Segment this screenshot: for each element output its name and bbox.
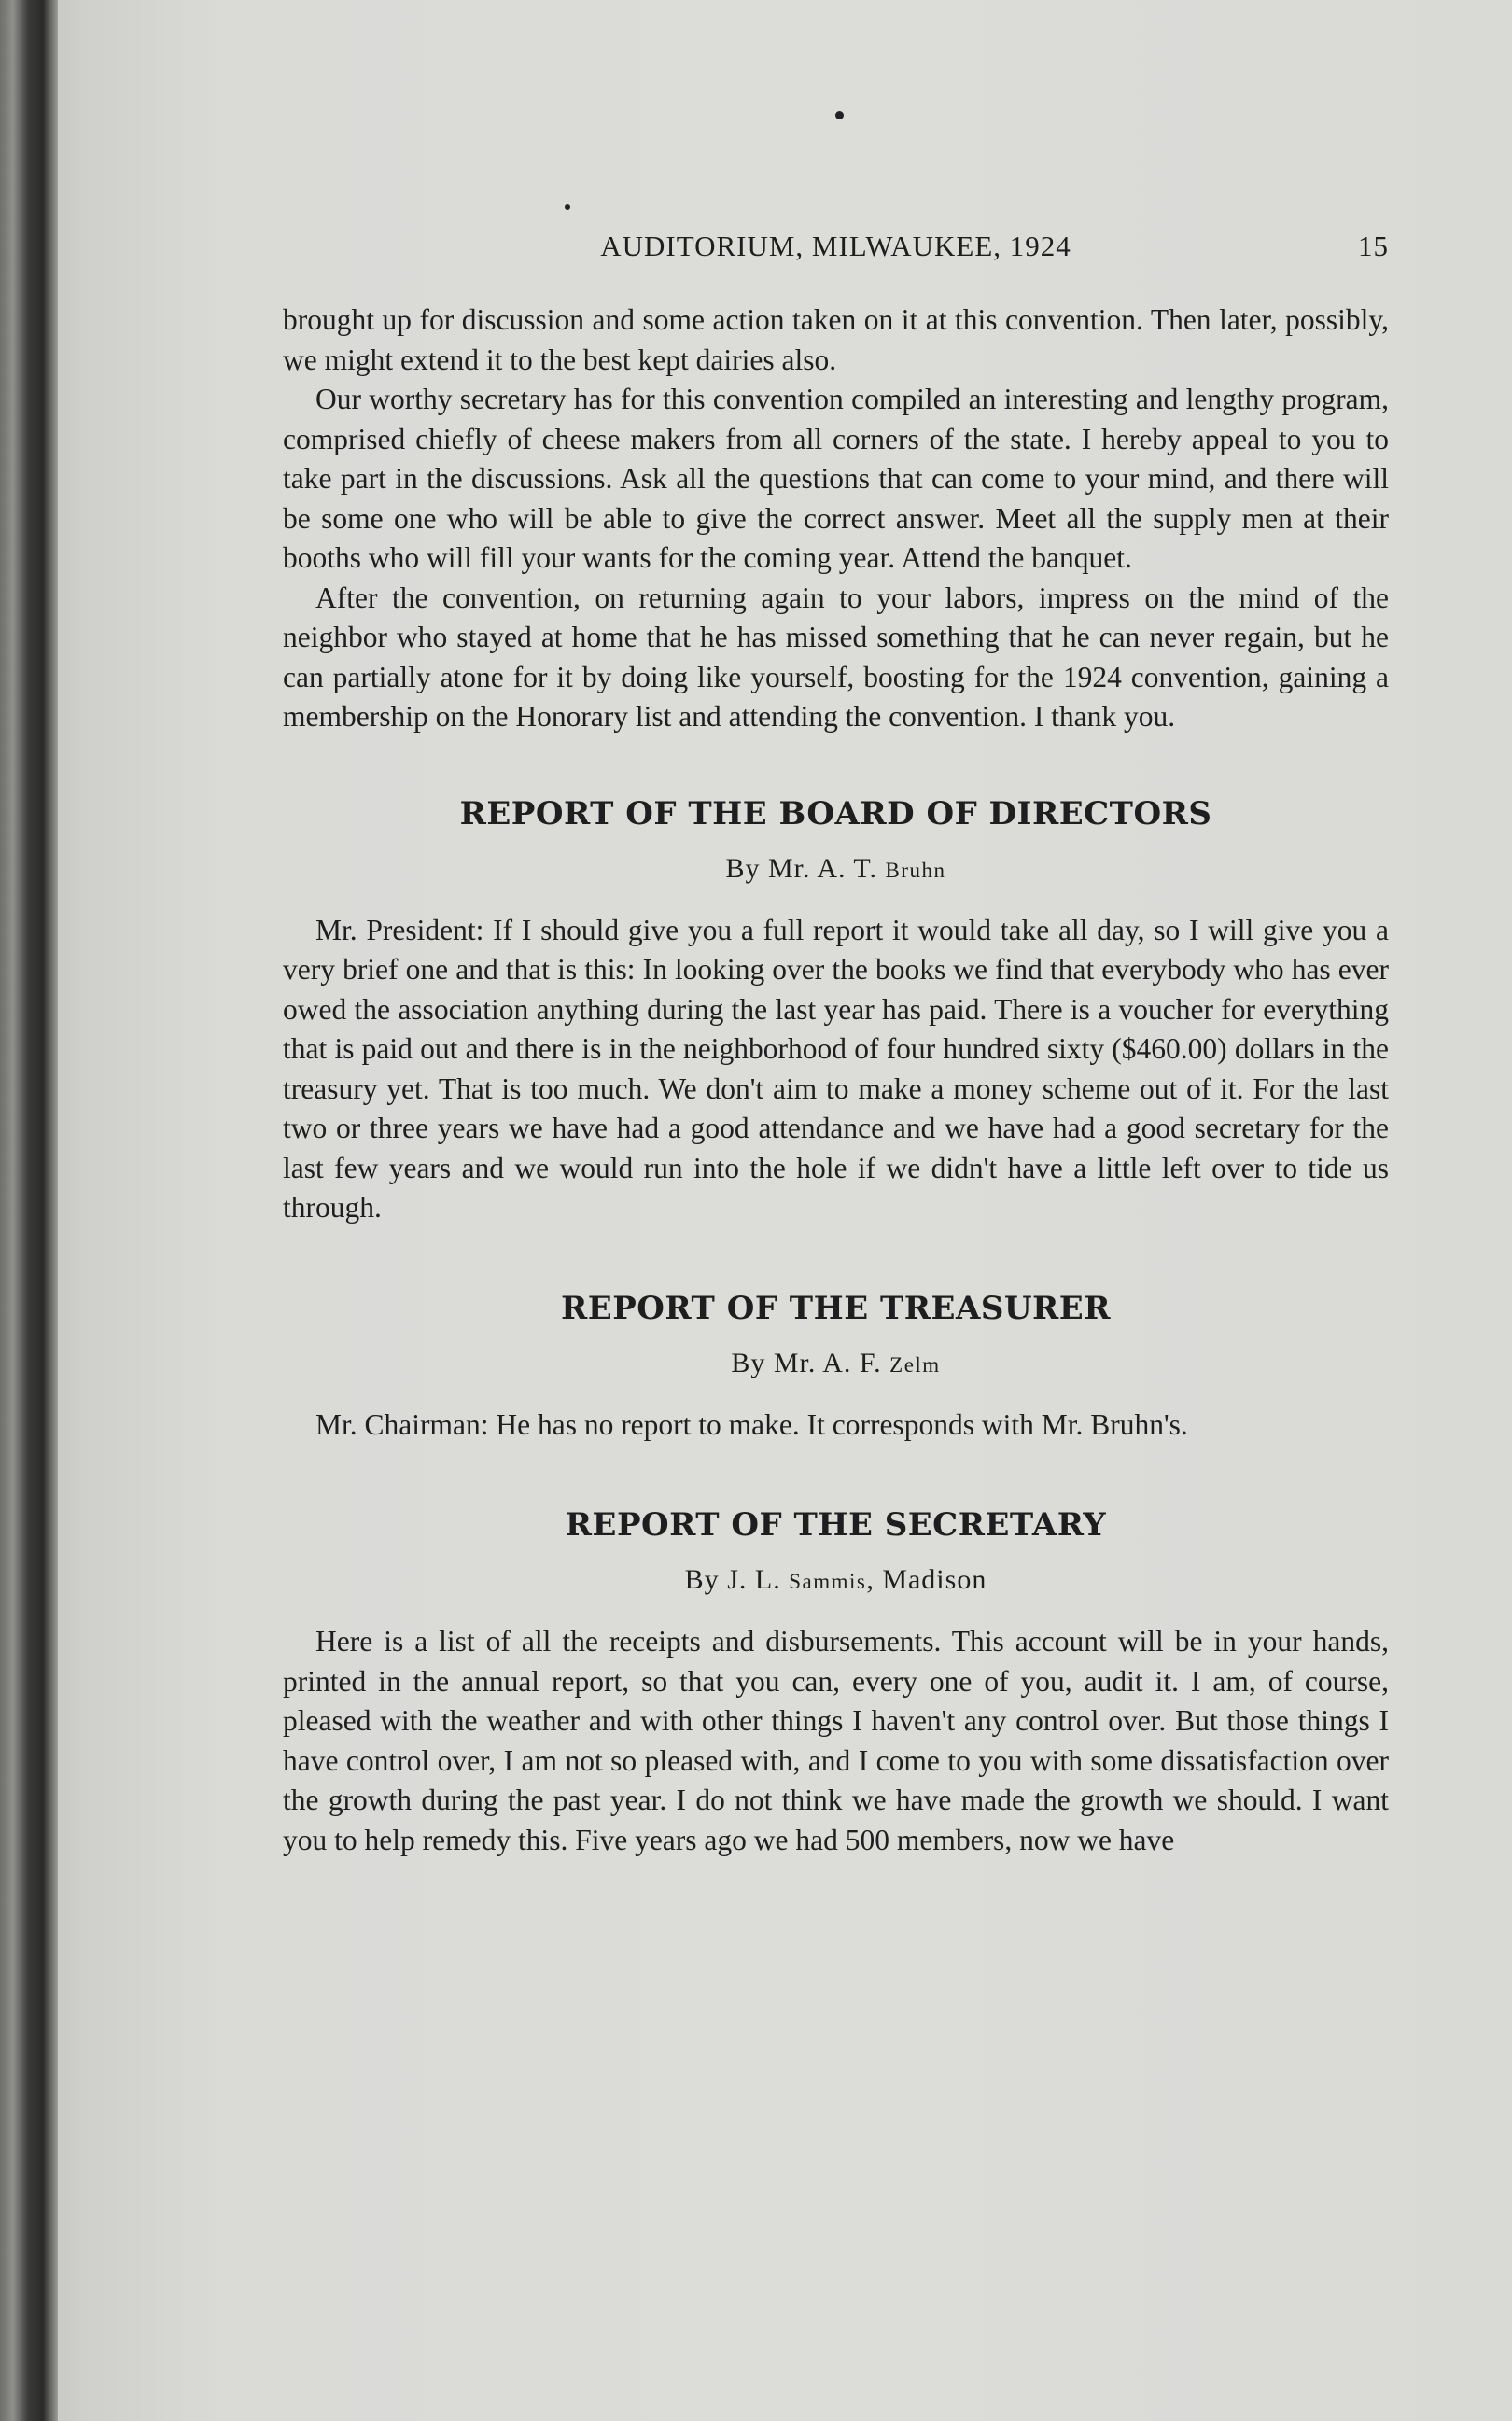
byline-suffix: , Madison <box>866 1564 987 1595</box>
byline-initials: J. L. <box>727 1564 790 1595</box>
book-binding-edge <box>0 0 58 2421</box>
byline-title: Mr. <box>767 852 811 884</box>
body-paragraph: Here is a list of all the receipts and disbursements. This account will be in your hands, printed in the annual report, so that you can, every one of you, audit it. I am, of course, pleased with the weather and with other things I haven't any control over. But those things I have control over, I am not so pleased with, and I come to you with some dissatisfaction over the growth during the past year. I do not think we have made the growth we should. I want you to help remedy this. Five years ago we had 500 members, now we have <box>283 1625 1389 1856</box>
byline-surname: Bruhn <box>885 858 946 882</box>
section-heading: REPORT OF THE BOARD OF DIRECTORS <box>459 794 1212 833</box>
ink-speck <box>835 111 844 119</box>
section-board-of-directors <box>283 795 1389 1228</box>
byline-surname: Zelm <box>889 1352 941 1377</box>
body-paragraph: After the convention, on returning again to your labors, impress on the mind of the neighbor who stayed at home that he has missed something that he can never regain, but he can partially atone for it by doing like yourself, boosting for the 1924 convention, gaining a membership on the Honorary list and attending the convention. I thank you. <box>283 581 1389 733</box>
byline-surname: Sammis <box>789 1570 867 1593</box>
byline-title: Mr. <box>773 1347 817 1378</box>
section-heading: REPORT OF THE SECRETARY <box>565 1506 1107 1544</box>
section-treasurer <box>283 1290 1389 1446</box>
running-title: AUDITORIUM, MILWAUKEE, 1924 <box>600 230 1071 262</box>
page-number: 15 <box>1358 230 1389 262</box>
page-content <box>283 215 1389 1860</box>
byline-prefix: By <box>725 852 768 884</box>
section-byline <box>283 1348 1389 1379</box>
body-paragraph: Mr. President: If I should give you a full report it would take all day, so I will give you a very brief one and that is this: In looking over the books we find that everybody who has ever owed the association anything during the last year has paid. There is a voucher for everything that is paid out and there is in the neighborhood of four hundred sixty ($460.00) dollars in the treasury yet. That is too much. We don't aim to make a money scheme out of it. For the last two or three years we have had a good attendance and we have had a good secretary for the last few years and we would run into the hole if we didn't have a little left over to tide us through. <box>283 913 1389 1224</box>
section-secretary <box>283 1506 1389 1860</box>
ink-speck <box>565 204 570 210</box>
body-paragraph: Our worthy secretary has for this convention compiled an interesting and lengthy program, comprised chiefly of cheese makers from all corners of the state. I hereby appeal to you to take part in the discussions. Ask all the questions that can come to your mind, and there will be some one who will be able to give the correct answer. Meet all the supply men at their booths who will fill your wants for the coming year. Attend the banquet. <box>283 383 1389 574</box>
byline-prefix: By <box>731 1347 774 1378</box>
byline-initials: A. T. <box>810 852 886 884</box>
byline-initials: A. F. <box>816 1347 890 1378</box>
body-paragraph: Mr. Chairman: He has no report to make. It corresponds with Mr. Bruhn's. <box>315 1407 1188 1441</box>
section-byline <box>283 1564 1389 1596</box>
section-heading: REPORT OF THE TREASURER <box>561 1289 1111 1327</box>
section-byline <box>283 853 1389 885</box>
byline-prefix: By <box>684 1564 728 1595</box>
running-header <box>283 215 1389 271</box>
body-paragraph: brought up for discussion and some action taken on it at this convention. Then later, possibly, we might extend it to the best kept dairies also. <box>283 303 1389 376</box>
